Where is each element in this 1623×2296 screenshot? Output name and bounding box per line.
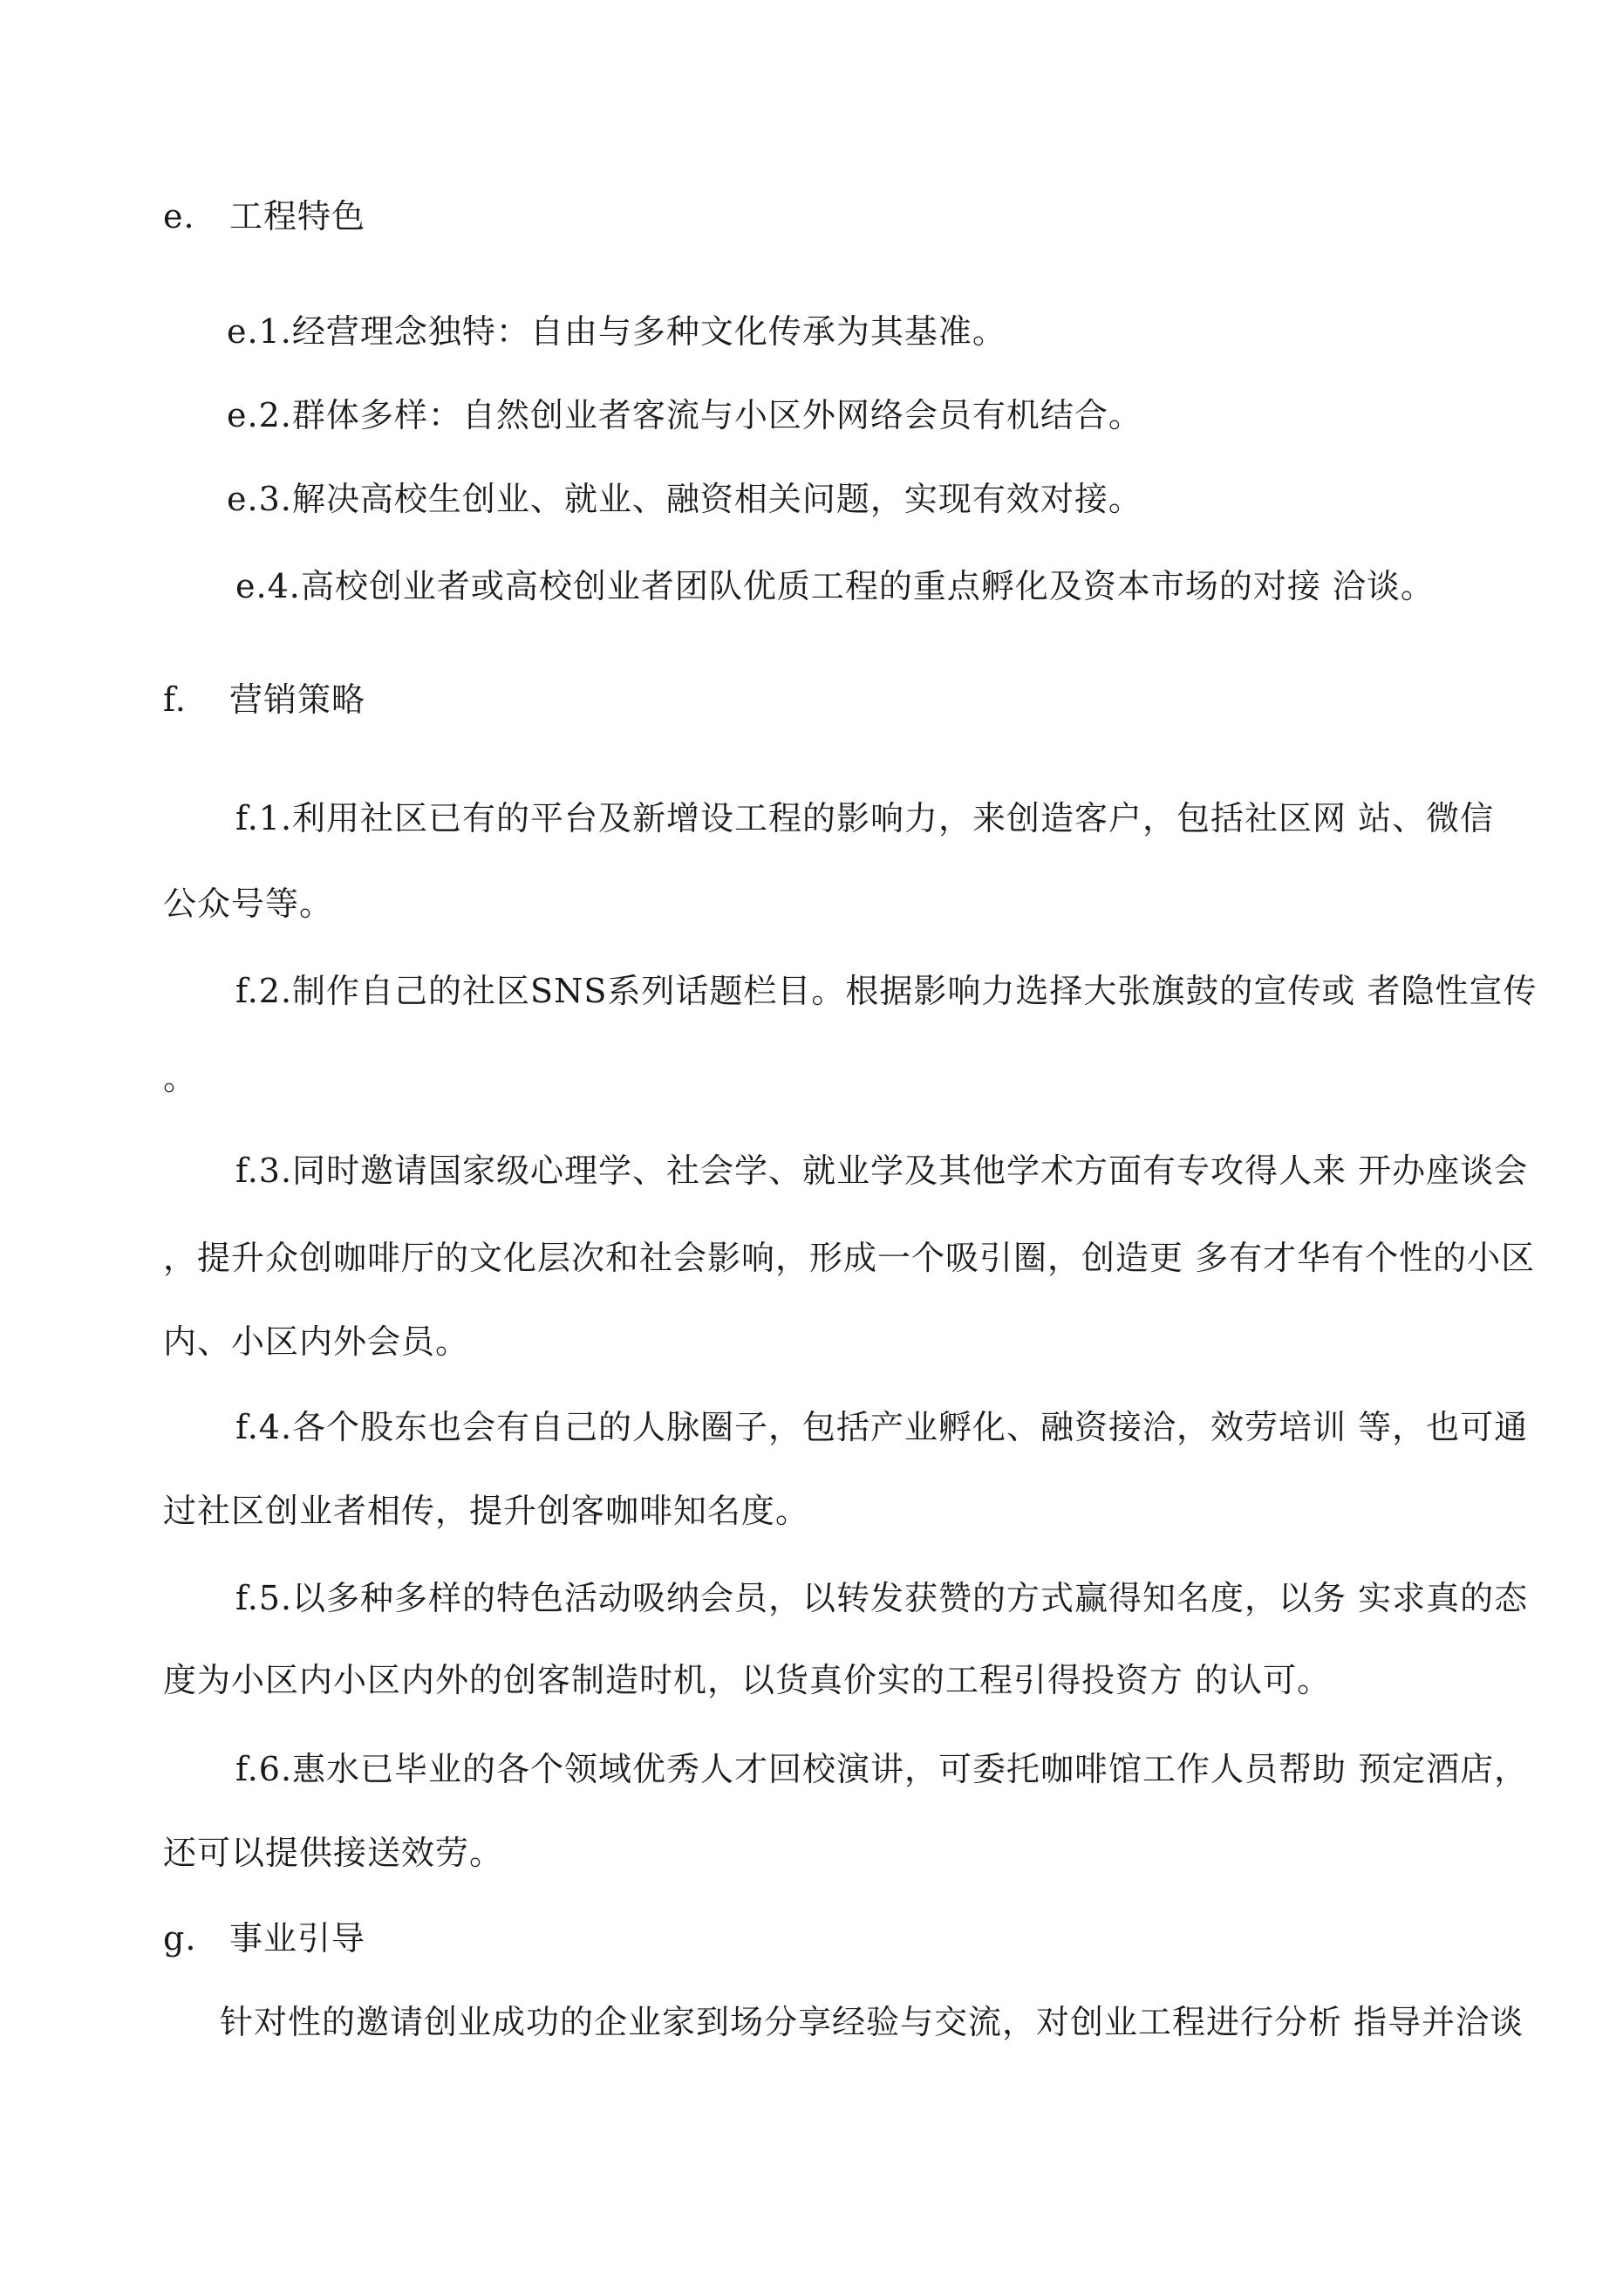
paragraph-line: 针对性的邀请创业成功的企业家到场分享经验与交流，对创业工程进行分析 指导并洽谈 [220,2003,1524,2041]
paragraph-line: f.2.制作自己的社区SNS系列话题栏目。根据影响力选择大张旗鼓的宣传或 者隐性宣传 [235,972,1538,1010]
section-heading-g [163,1917,365,1959]
paragraph-line: 度为小区内小区内外的创客制造时机，以货真价实的工程引得投资方 的认可。 [163,1661,1332,1699]
paragraph-line: 过社区创业者相传，提升创客咖啡知名度。 [163,1492,810,1530]
paragraph-line: f.6.惠水已毕业的各个领域优秀人才回校演讲，可委托咖啡馆工作人员帮助 预定酒店， [235,1750,1529,1788]
paragraph-line: 内、小区内外会员。 [163,1322,470,1361]
list-item: e.2.群体多样：自然创业者客流与小区外网络会员有机结合。 [227,396,1142,434]
paragraph-line: 还可以提供接送效劳。 [163,1834,504,1872]
section-heading-e [163,195,365,237]
paragraph-line: f.4.各个股东也会有自己的人脉圈子，包括产业孵化、融资接洽，效劳培训 等，也可通 [235,1408,1529,1446]
paragraph-line: 。 [163,1059,198,1097]
list-item: e.4.高校创业者或高校创业者团队优质工程的重点孵化及资本市场的对接 洽谈。 [235,567,1435,605]
section-title: 营销策略 [229,680,366,719]
section-marker: g. [163,1919,197,1958]
list-item: e.1.经营理念独特：自由与多种文化传承为其基准。 [227,312,1006,351]
list-item: e.3.解决高校生创业、就业、融资相关问题，实现有效对接。 [227,480,1142,518]
section-heading-f [163,679,365,721]
paragraph-line: f.3.同时邀请国家级心理学、社会学、就业学及其他学术方面有专攻得人来 开办座谈会 [235,1151,1529,1190]
section-marker: e. [163,197,195,236]
section-marker: f. [163,680,187,719]
paragraph-line: ，提升众创咖啡厅的文化层次和社会影响，形成一个吸引圈，创造更 多有才华有个性的小区 [163,1239,1536,1277]
paragraph-line: 公众号等。 [163,885,334,923]
paragraph-line: f.1.利用社区已有的平台及新增设工程的影响力，来创造客户，包括社区网 站、微信 [235,799,1495,837]
section-title: 工程特色 [229,197,366,236]
section-title: 事业引导 [229,1919,366,1958]
paragraph-line: f.5.以多种多样的特色活动吸纳会员，以转发获赞的方式赢得知名度，以务 实求真的态 [235,1579,1529,1617]
